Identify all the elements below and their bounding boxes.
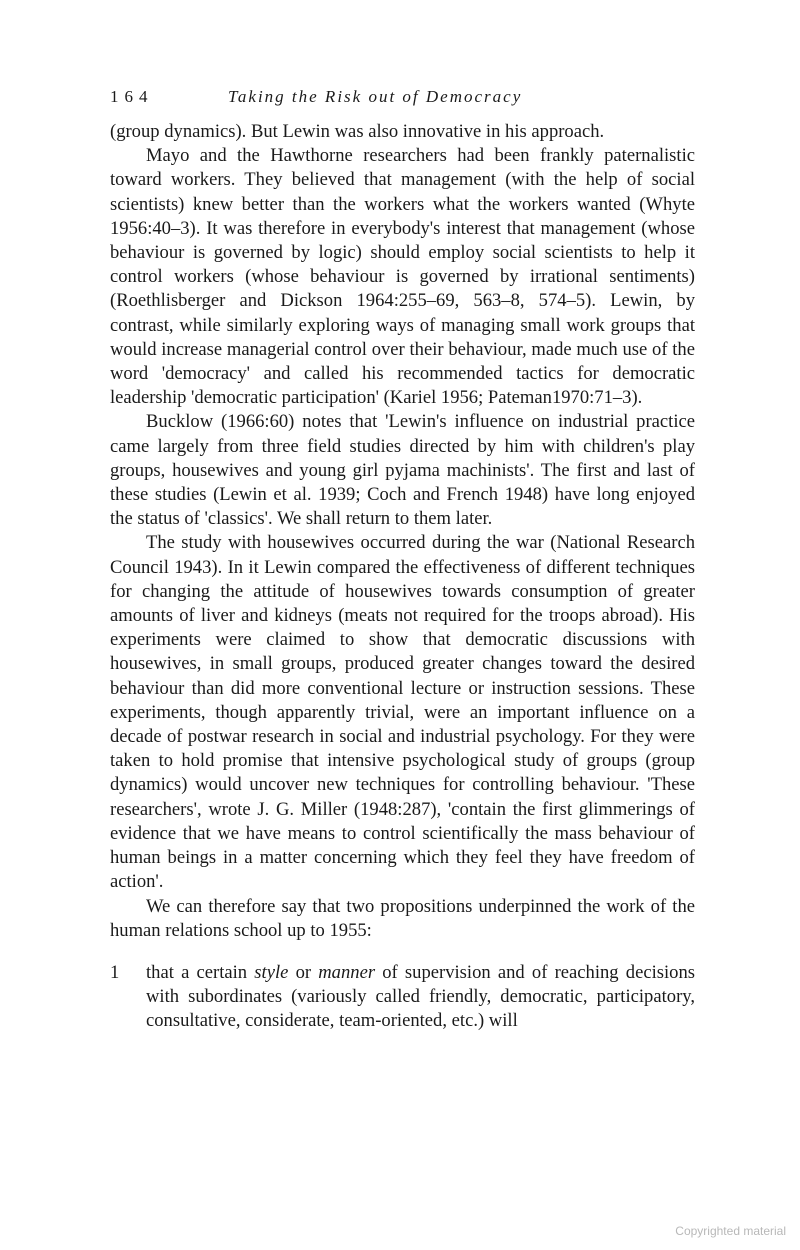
propositions-list [110, 961, 695, 1034]
book-page [110, 82, 695, 1034]
emphasis-style: style [254, 961, 289, 983]
paragraph-housewives-study: The study with housewives occurred during the war (National Research Council 1943). In it Lewin compared the effectiveness of different techniques for changing the attitude of housewives towards consumption of greater amounts of liver and kidneys (meats not required for the troops abroad). His experiments were claimed to show that democratic discussions with housewives, in small groups, produced greater changes toward the desired behaviour than did more conventional lecture or instruction sessions. These experiments, though apparently trivial, were an important influence on a decade of postwar research in social and industrial psychology. For they were taken to hold promise that intensive psychological study of groups (group dynamics) would uncover new techniques for controlling behaviour. 'These researchers', wrote J. G. Miller (1948:287), 'contain the first glimmerings of evidence that we have means to control scientifically the mass behaviour of human beings in a matter concerning which they feel they have freedom of action'. [110, 532, 695, 893]
paragraph-mayo-hawthorne: Mayo and the Hawthorne researchers had been frankly paternalistic toward workers. They believed that management (with the help of social scientists) knew better than the workers what the workers wanted (Whyte 1956:40–3). It was therefore in everybody's interest that management (whose behaviour is governed by logic) should employ social scientists to help it control workers (whose behaviour is governed by irrational sentiments) (Roethlisberger and Dickson 1964:255–69, 563–8, 574–5). Lewin, by contrast, while similarly exploring ways of managing small work groups that would increase managerial control over their behaviour, made much use of the word 'democracy' and called his recommended tactics for democratic leadership 'democratic participation' (Kariel 1956; Pateman1970:71–3). [110, 145, 695, 409]
paragraph-continued: (group dynamics). But Lewin was also innovative in his approach. [110, 121, 605, 142]
copyright-watermark: Copyrighted material [675, 1224, 786, 1238]
page-number: 164 [110, 87, 154, 106]
list-item-text: that a certain style or manner of supervision and of reaching decisions with subordinates (variously called friendly, democratic, participatory, consultative, considerate, team-oriented, etc.) will [146, 961, 695, 1032]
emphasis-manner: manner [318, 961, 376, 983]
list-item-number: 1 [110, 961, 120, 983]
paragraph-bucklow: Bucklow (1966:60) notes that 'Lewin's influence on industrial practice came largely from three field studies directed by him with children's play groups, housewives and young girl pyjama machinists'. The first and last of these studies (Lewin et al. 1939; Coch and French 1948) have long enjoyed the status of 'classics'. We shall return to them later. [110, 411, 695, 530]
list-item [110, 961, 695, 1034]
running-title: Taking the Risk out of Democracy [228, 87, 523, 106]
running-head [110, 82, 695, 120]
paragraph-propositions-intro: We can therefore say that two propositions underpinned the work of the human relations school up to 1955: [110, 895, 695, 941]
